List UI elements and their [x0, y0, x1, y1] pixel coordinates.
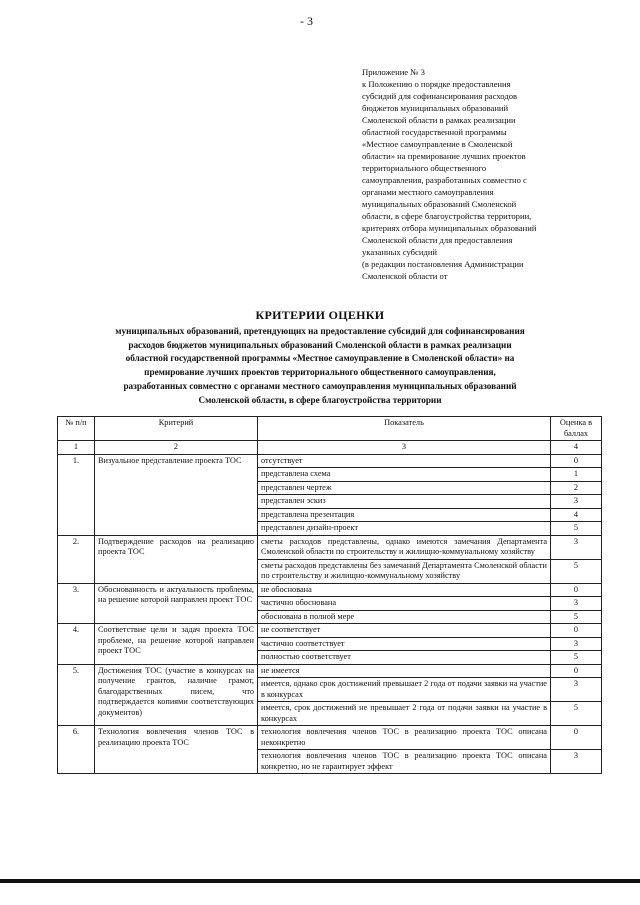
score-cell: 0 [551, 583, 602, 597]
row-number: 3. [58, 583, 95, 624]
row-number: 2. [58, 535, 95, 583]
header-number: № п/п [58, 417, 95, 441]
appendix-line: Смоленской области в рамках реализации [362, 115, 516, 125]
appendix-line: «Местное самоуправление в Смоленской [362, 139, 513, 149]
score-cell: 3 [551, 535, 602, 559]
criterion-cell: Подтверждение расходов на реализацию проекта ТОС [95, 535, 258, 583]
subtitle-line: премирование лучших проектов территориального общественного самоуправления, [144, 367, 496, 378]
indicator-cell: представлен эскиз [258, 495, 551, 509]
appendix-line: (в редакции постановления Администрации [362, 259, 524, 269]
score-cell: 5 [551, 610, 602, 624]
appendix-line: органами местного самоуправления [362, 187, 494, 197]
indicator-cell: представлен дизайн-проект [258, 522, 551, 536]
appendix-line: самоуправления, разработанных совместно с [362, 175, 527, 185]
appendix-header [362, 66, 588, 282]
table-header-row [58, 417, 602, 441]
appendix-line: Смоленской области для предоставления [362, 235, 513, 245]
col-number-1: 1 [58, 441, 95, 455]
score-cell: 2 [551, 481, 602, 495]
score-cell: 4 [551, 508, 602, 522]
appendix-line: области» на премирование лучших проектов [362, 151, 526, 161]
row-number: 6. [58, 726, 95, 774]
table-row [58, 535, 602, 559]
row-number: 4. [58, 624, 95, 665]
document-title: КРИТЕРИИ ОЦЕНКИ [255, 308, 385, 322]
indicator-cell: имеется, срок достижений не превышает 2 года от подачи заявки на участие в конкурсах [258, 702, 551, 726]
score-cell: 0 [551, 624, 602, 638]
score-cell: 5 [551, 522, 602, 536]
indicator-cell: не соответствует [258, 624, 551, 638]
indicator-cell: обоснована в полной мере [258, 610, 551, 624]
col-number-2: 2 [95, 441, 258, 455]
criterion-cell: Соответствие цели и задач проекта ТОС проблеме, на решение которой направлен проект ТОС [95, 624, 258, 665]
col-number-4: 4 [551, 441, 602, 455]
page-number: - 3 [300, 14, 313, 28]
indicator-cell: не имеется [258, 664, 551, 678]
score-cell: 1 [551, 468, 602, 482]
indicator-cell: частично соответствует [258, 637, 551, 651]
column-number-row [58, 441, 602, 455]
score-cell: 5 [551, 559, 602, 583]
criterion-cell: Технология вовлечения членов ТОС в реализацию проекта ТОС [95, 726, 258, 774]
table-row [58, 583, 602, 597]
table-row [58, 664, 602, 678]
criterion-cell: Визуальное представление проекта ТОС [95, 454, 258, 535]
appendix-line: Смоленской области от [362, 271, 448, 281]
row-number: 5. [58, 664, 95, 726]
score-cell: 3 [551, 637, 602, 651]
subtitle-line: областной государственной программы «Местное самоуправление в Смоленской области» на [125, 353, 515, 364]
indicator-cell: отсутствует [258, 454, 551, 468]
appendix-line: бюджетов муниципальных образований [362, 103, 509, 113]
indicator-cell: сметы расходов представлены без замечаний Департамента Смоленской области по строительству и жилищно-коммунальному хозяйству [258, 559, 551, 583]
table-row [58, 454, 602, 468]
indicator-cell: не обоснована [258, 583, 551, 597]
score-cell: 3 [551, 678, 602, 702]
subtitle-line: разработанных совместно с органами местного самоуправления муниципальных образований [123, 380, 517, 391]
subtitle-line: Смоленской области, в сфере благоустройства территории [198, 394, 442, 405]
subtitle-line: муниципальных образований, претендующих на предоставление субсидий для софинансирования [115, 326, 525, 336]
indicator-cell: представлена презентация [258, 508, 551, 522]
appendix-line: субсидий для софинансирования расходов [362, 91, 518, 101]
row-number: 1. [58, 454, 95, 535]
criterion-cell: Достижения ТОС (участие в конкурсах на получение грантов, наличие грамот, благодарственных писем, что подтверждается копиями соответствующих документов) [95, 664, 258, 726]
appendix-line: к Положению о порядке предоставления [362, 79, 511, 89]
appendix-line: Приложение № 3 [362, 67, 425, 77]
score-cell: 3 [551, 495, 602, 509]
score-cell: 5 [551, 702, 602, 726]
score-cell: 0 [551, 454, 602, 468]
subtitle-line: расходов бюджетов муниципальных образований Смоленской области в рамках реализации [128, 339, 512, 350]
criterion-cell: Обоснованность и актуальность проблемы, на решение которой направлен проект ТОС [95, 583, 258, 624]
score-cell: 3 [551, 750, 602, 774]
document-subtitle [40, 325, 600, 407]
table-row [58, 726, 602, 750]
indicator-cell: технология вовлечения членов ТОС в реализацию проекта ТОС описана неконкретно [258, 726, 551, 750]
indicator-cell: представлен чертеж [258, 481, 551, 495]
indicator-cell: имеется, однако срок достижений превышает 2 года от подачи заявки на участие в конкурсах [258, 678, 551, 702]
bottom-divider [0, 879, 640, 883]
col-number-3: 3 [258, 441, 551, 455]
appendix-line: территориального общественного [362, 163, 487, 173]
appendix-line: критериях отбора муниципальных образований [362, 223, 537, 233]
score-cell: 0 [551, 726, 602, 750]
score-cell: 3 [551, 597, 602, 611]
appendix-line: указанных субсидий [362, 247, 438, 257]
indicator-cell: сметы расходов представлены, однако имеются замечания Департамента Смоленской области по строительству и жилищно-коммунальному хозяйству [258, 535, 551, 559]
appendix-line: муниципальных образований Смоленской [362, 199, 517, 209]
appendix-line: областной государственной программы [362, 127, 507, 137]
indicator-cell: частично обоснована [258, 597, 551, 611]
table-row [58, 624, 602, 638]
score-cell: 5 [551, 651, 602, 665]
indicator-cell: представлена схема [258, 468, 551, 482]
indicator-cell: технология вовлечения членов ТОС в реализацию проекта ТОС описана конкретно, но не гарантирует эффект [258, 750, 551, 774]
indicator-cell: полностью соответствует [258, 651, 551, 665]
score-cell: 0 [551, 664, 602, 678]
criteria-table [57, 416, 602, 774]
header-score: Оценка в баллах [551, 417, 602, 441]
header-indicator: Показатель [258, 417, 551, 441]
header-criterion: Критерий [95, 417, 258, 441]
appendix-line: области, в сфере благоустройства территории, [362, 211, 532, 221]
